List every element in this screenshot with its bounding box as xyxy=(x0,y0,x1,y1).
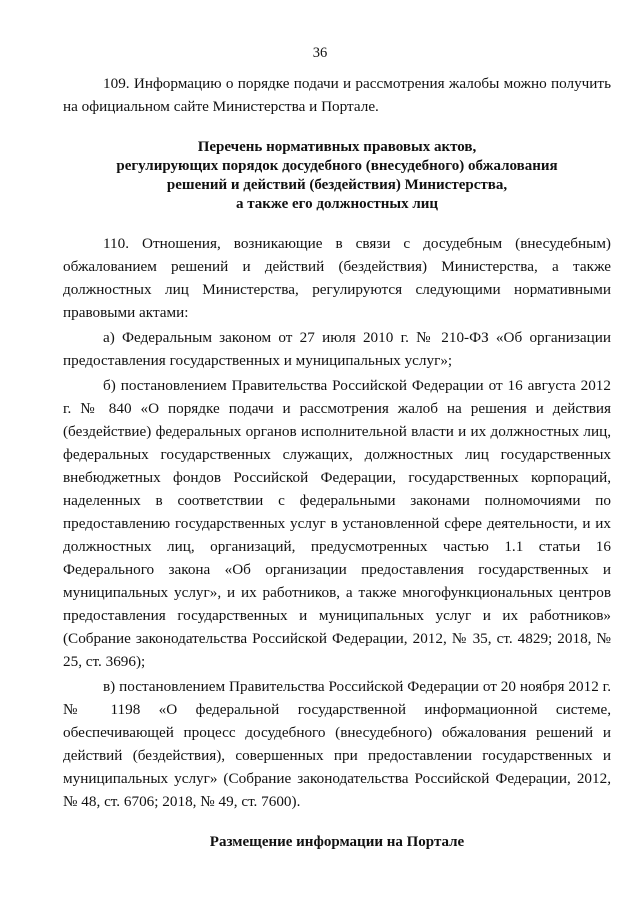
page-number: 36 xyxy=(312,45,328,61)
section-heading-portal: Размещение информации на Портале xyxy=(209,834,465,850)
heading-line: решений и действий (бездействия) Министерства, xyxy=(166,177,508,193)
body-text xyxy=(63,72,611,852)
heading-line: регулирующих порядок досудебного (внесудебного) обжалования xyxy=(116,158,558,174)
list-item-c: в) постановлением Правительства Российской Федерации от 20 ноября 2012 г. № 1198 «О федеральной государственной информационной системе, обеспечивающей процесс досудебного (внесудебного) обжалования решений и действий (бездействия), совершенных при предоставлении государственных и муниципальных услуг» (Собрание законодательства Российской Федерации, 2012, № 48, ст. 6706; 2018, № 49, ст. 7600). xyxy=(63,678,611,810)
list-item-a: а) Федеральным законом от 27 июля 2010 г. № 210-ФЗ «Об организации предоставления государственных и муниципальных услуг»; xyxy=(63,329,611,369)
heading-line: Перечень нормативных правовых актов, xyxy=(197,139,477,155)
list-item-b: б) постановлением Правительства Российской Федерации от 16 августа 2012 г. № 840 «О порядке подачи и рассмотрения жалоб на решения и действия (бездействие) федеральных органов исполнительной власти и их должностных лиц, федеральных государственных служащих, должностных лиц государственных внебюджетных фондов Российской Федерации, государственных корпораций, наделенных в соответствии с федеральными законами полномочиями по предоставлению государственных услуг в установленной сфере деятельности, и их должностных лиц, организаций, предусмотренных частью 1.1 статьи 16 Федерального закона «Об организации предоставления государственных и муниципальных услуг», и их работников, а также многофункциональных центров предоставления государственных и муниципальных услуг и их работников» (Собрание законодательства Российской Федерации, 2012, № 35, ст. 4829; 2018, № 25, ст. 3696); xyxy=(63,377,611,670)
paragraph-110: 110. Отношения, возникающие в связи с досудебным (внесудебным) обжалованием решений и действий (бездействия) Министерства, а также должностных лиц Министерства, регулируются следующими нормативными правовыми актами: xyxy=(63,235,611,321)
section-heading-normative-acts xyxy=(63,138,611,214)
heading-line: а также его должностных лиц xyxy=(235,196,439,212)
paragraph-109: 109. Информацию о порядке подачи и рассмотрения жалобы можно получить на официальном сайте Министерства и Портале. xyxy=(63,75,611,115)
